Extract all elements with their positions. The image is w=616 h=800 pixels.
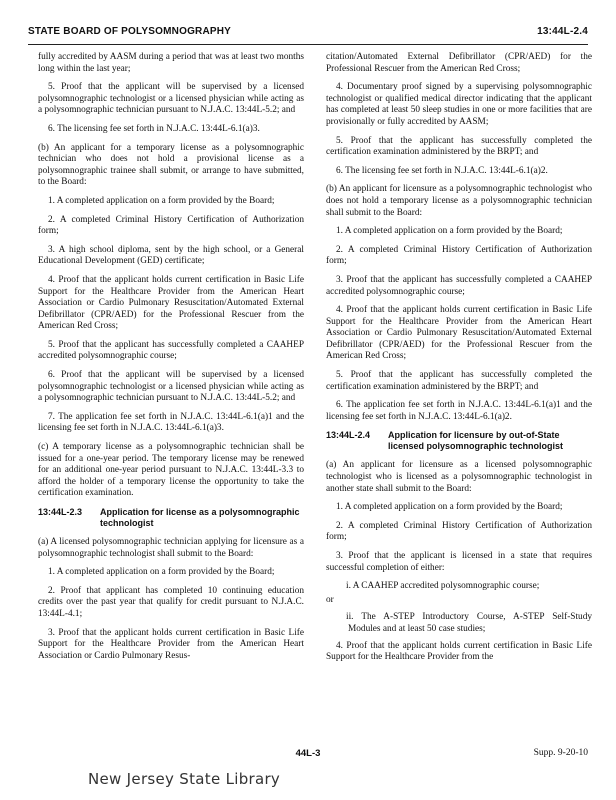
paragraph: 3. Proof that the applicant is licensed in a state that requires successful completion of either: xyxy=(326,551,592,573)
page-number: 44L-3 xyxy=(295,748,321,759)
paragraph: (a) A licensed polysomnographic technician applying for licensure as a polysomnographic technologist shall submit to the Board: xyxy=(38,537,304,559)
paragraph: 7. The application fee set forth in N.J.A.C. 13:44L-6.1(a)1 and the licensing fee set forth in N.J.A.C. 13:44L-6.1(a)3. xyxy=(38,411,304,434)
paragraph: 6. The licensing fee set forth in N.J.A.C. 13:44L-6.1(a)3. xyxy=(48,123,260,134)
conjunction: or xyxy=(326,594,334,605)
paragraph: 4. Documentary proof signed by a supervising polysomnographic technologist or qualified medical director indicating that the applicant has completed at least 50 sleep studies in one or more facilities that are provisionally or fully accredited by AASM; xyxy=(326,82,592,127)
paragraph: 1. A completed application on a form provided by the Board; xyxy=(48,567,275,578)
paragraph: 6. The licensing fee set forth in N.J.A.C. 13:44L-6.1(a)2. xyxy=(336,165,548,176)
page-footer xyxy=(28,748,588,762)
supplement-date: Supp. 9-20-10 xyxy=(533,748,588,758)
header-title: STATE BOARD OF POLYSOMNOGRAPHY xyxy=(28,26,232,37)
paragraph: 3. A high school diploma, sent by the high school, or a General Educational Development (GED) certificate; xyxy=(38,244,304,267)
header-section-number: 13:44L-2.4 xyxy=(537,26,588,37)
paragraph: 2. A completed Criminal History Certification of Authorization form; xyxy=(326,520,592,543)
paragraph: 1. A completed application on a form provided by the Board; xyxy=(48,195,275,206)
paragraph: 5. Proof that the applicant has successfully completed a CAAHEP accredited polysomnographic course; xyxy=(38,339,304,362)
section-number: 13:44L-2.4 xyxy=(326,430,371,441)
sub-item: i. A CAAHEP accredited polysomnographic course; xyxy=(346,581,540,592)
left-column xyxy=(38,52,304,669)
library-stamp: New Jersey State Library xyxy=(88,770,281,788)
paragraph: (a) An applicant for licensure as a licensed polysomnographic technologist who is licensed as a polysomnographic technologist in another state shall submit to the Board: xyxy=(326,460,592,494)
paragraph: 5. Proof that the applicant has successfully completed the certification examination administered by the BRPT; and xyxy=(326,370,592,392)
paragraph: 3. Proof that the applicant holds current certification in Basic Life Support for the Healthcare Provider from the American Heart Association or Cardio Pulmonary Resus- xyxy=(38,627,304,661)
paragraph: 5. Proof that the applicant has successfully completed the certification examination administered by the BRPT; and xyxy=(326,135,592,158)
paragraph: 4. Proof that the applicant holds current certification in Basic Life Support for the Healthcare Provider from the American Heart Association or Cardio Pulmonary Resuscitation/Automated External Defibrillator (CPR/AED) for the Professional Rescuer from the American Red Cross; xyxy=(38,274,304,332)
paragraph: 1. A completed application on a form provided by the Board; xyxy=(336,226,563,237)
section-heading xyxy=(38,507,304,529)
paragraph: 3. Proof that the applicant has successfully completed a CAAHEP accredited polysomnographic course; xyxy=(326,274,592,297)
section-title: Application for licensure by out-of-State licensed polysomnographic technologist xyxy=(388,430,564,452)
paragraph: (b) An applicant for a temporary license as a polysomnographic technician who does not hold a provisional license as a polysomnographic trainee shall submit, or arrange to have submitted, to the Board: xyxy=(38,142,304,188)
section-number: 13:44L-2.3 xyxy=(38,507,83,517)
paragraph: (c) A temporary license as a polysomnographic technician shall be issued for a one-year period. The temporary license may be renewed for an additional one-year period pursuant to N.J.A.C. 13:44L-3.3 to afford the holder of a temporary license the opportunity to take the certification examination. xyxy=(38,442,304,499)
section-title: Application for license as a polysomnographic technologist xyxy=(100,507,300,528)
paragraph: (b) An applicant for licensure as a polysomnographic technologist who does not hold a temporary license as a polysomnographic technician shall submit to the Board: xyxy=(326,184,592,218)
running-header xyxy=(28,26,588,44)
paragraph: 4. Proof that the applicant holds current certification in Basic Life Support for the Healthcare Provider from the xyxy=(326,640,592,663)
sub-item: ii. The A-STEP Introductory Course, A-STEP Self-Study Modules and at least 50 case studies; xyxy=(346,612,592,634)
header-rule xyxy=(28,44,588,45)
paragraph: 2. A completed Criminal History Certification of Authorization form; xyxy=(326,244,592,267)
paragraph: 6. The application fee set forth in N.J.A.C. 13:44L-6.1(a)1 and the licensing fee set forth in N.J.A.C. 13:44L-6.1(a)2. xyxy=(326,400,592,422)
paragraph: 2. A completed Criminal History Certification of Authorization form; xyxy=(38,214,304,237)
paragraph: 1. A completed application on a form provided by the Board; xyxy=(336,502,563,513)
section-heading xyxy=(326,430,592,452)
paragraph: 2. Proof that applicant has completed 10 continuing education credits over the past year that qualify for credit pursuant to N.J.A.C. 13:44L-4.1; xyxy=(38,585,304,619)
right-column xyxy=(326,52,592,671)
paragraph: 5. Proof that the applicant will be supervised by a licensed polysomnographic technologist or a licensed physician while acting as a polysomnographic technician pursuant to N.J.A.C. 13:44L-5.2; and xyxy=(38,82,304,116)
paragraph: fully accredited by AASM during a period that was at least two months long within the last year; xyxy=(38,52,304,74)
paragraph: 4. Proof that the applicant holds current certification in Basic Life Support for the Healthcare Provider from the American Heart Association or Cardio Pulmonary Resuscitation/Automated External Defibrillator (CPR/AED) for the Professional Rescuer from the American Red Cross; xyxy=(326,305,592,362)
paragraph: citation/Automated External Defibrillator (CPR/AED) for the Professional Rescuer from the American Red Cross; xyxy=(326,52,592,74)
paragraph: 6. Proof that the applicant will be supervised by a licensed polysomnographic technologist or a licensed physician while acting as a polysomnographic technician pursuant to N.J.A.C. 13:44L-5.2; and xyxy=(38,370,304,404)
